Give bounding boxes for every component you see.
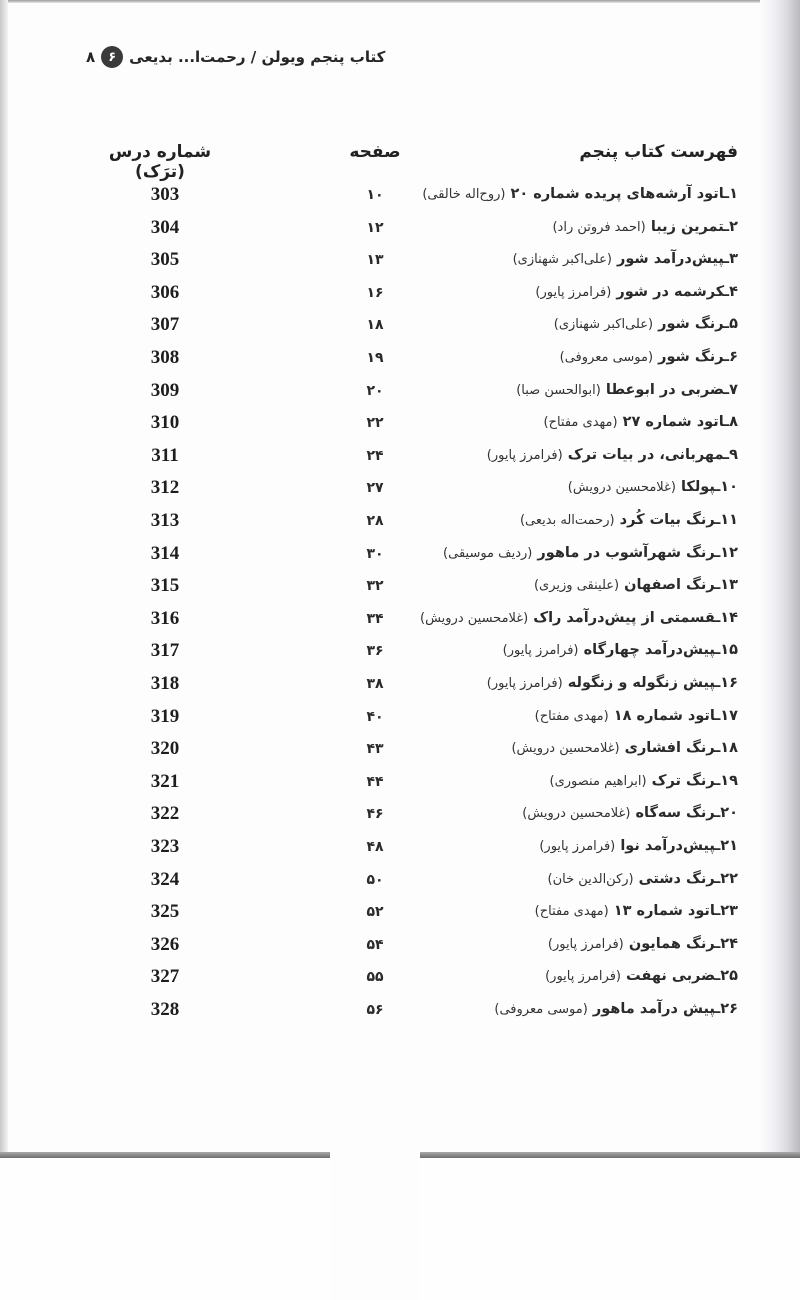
entry-composer: (علی‌اکبر شهنازی) [512,252,612,268]
entry-lesson-track: 314 [150,542,180,564]
entry-name: ۲۲ـرنگ دشتی [638,870,738,887]
entry-lesson-track: 319 [150,705,180,727]
toc-heading: فهرست کتاب پنجم [579,142,738,162]
entry-composer: (فرامرز پایور) [502,643,579,659]
entry-page: ۳۶ [366,643,384,660]
entry-page: ۵۶ [366,1002,384,1018]
entry-name: ۷ـضربی در ابوعطا [605,381,738,398]
entry-composer: (موسی معروفی) [494,1002,588,1017]
entry-page: ۴۳ [366,741,384,758]
toc-row [0,310,800,343]
entry-lesson-track: 327 [150,966,180,988]
entry-composer: (ابوالحسن صبا) [516,382,601,398]
entry-name: ۲۱ـپیش‌درآمد نوا [620,838,738,854]
entry-title [443,545,738,561]
entry-name: ۱۶ـپیش زنگوله و زنگوله [567,675,738,691]
entry-lesson-track: 307 [150,314,180,336]
entry-title [516,382,738,398]
entry-title [550,773,738,789]
entry-title [544,414,739,430]
toc-row [0,408,800,441]
entry-page: ۱۰ [366,187,384,203]
entry-lesson-track: 312 [150,477,180,499]
entry-title [548,871,738,887]
entry-name: ۲۳ـاتود شماره ۱۳ [613,903,738,920]
entry-lesson-track: 318 [150,673,180,694]
entry-name: ۲۶ـپیش درآمد ماهور [592,1001,738,1017]
entry-title [422,186,738,202]
toc-row [0,865,800,898]
entry-page: ۵۰ [366,871,384,888]
entry-name: ۸ـاتود شماره ۲۷ [622,414,738,431]
entry-name: ۶ـرنگ شور [658,349,738,365]
entry-title [560,349,738,365]
entry-lesson-track: 321 [150,770,180,792]
entry-lesson-track: 306 [150,281,180,303]
entry-number: ۴ـ [724,283,738,300]
chapter-badge-icon: ۶ [101,46,123,68]
entry-page: ۲۲ [366,415,384,432]
entry-title [487,447,738,463]
entry-number: ۱۲ـ [715,544,738,561]
entry-lesson-track: 322 [150,803,180,825]
entry-page: ۲۰ [366,382,384,399]
entry-number: ۱۹ـ [715,772,738,789]
entry-composer: (فرامرز پایور) [535,284,612,300]
entry-page: ۱۶ [366,284,384,301]
entry-number: ۱ـ [724,186,738,202]
entry-number: ۱۱ـ [715,512,738,528]
entry-composer: (مهدی مفتاح) [534,904,609,920]
scan-edge-top [0,0,800,3]
entry-name: ۱۱ـرنگ بیات کُرد [619,512,738,528]
entry-number: ۱۷ـ [715,707,738,724]
entry-lesson-track: 320 [150,738,180,760]
entry-lesson-track: 326 [150,933,180,955]
entry-lesson-track: 313 [150,510,180,531]
entry-lesson-track: 317 [150,640,180,662]
entry-name: ۱۷ـاتود شماره ۱۸ [613,707,738,724]
entry-composer: (فرامرز پایور) [486,676,563,691]
toc-row [0,213,800,246]
entry-composer: (روح‌اله خالقی) [422,187,506,202]
entry-number: ۱۵ـ [715,642,738,659]
entry-name: ۱۸ـرنگ افشاری [624,740,738,757]
toc-row [0,278,800,311]
toc-row [0,245,800,278]
entry-page: ۲۸ [366,513,384,529]
toc-row [0,897,800,930]
entry-number: ۱۶ـ [715,675,738,691]
toc-row [0,539,800,572]
entry-page: ۱۸ [366,317,384,334]
toc-row [0,767,800,800]
toc-row [0,180,800,213]
entry-page: ۴۴ [366,773,384,790]
toc-row [0,799,800,832]
entry-page: ۵۴ [366,936,384,953]
entry-name: ۱۲ـرنگ شهرآشوب در ماهور [537,544,738,561]
entry-number: ۲۰ـ [715,805,738,822]
book-title: کتاب پنجم ویولن / رحمت‌ا... بدیعی [129,48,386,66]
entry-number: ۱۳ـ [715,577,738,594]
entry-composer: (رحمت‌اله بدیعی) [519,513,615,528]
entry-composer: (علی‌اکبر شهنازی) [553,317,654,333]
entry-title [552,219,738,235]
lesson-column-header: شماره درس (ترَک) [108,142,212,182]
entry-name: ۲۰ـرنگ سه‌گاه [635,805,738,822]
entry-composer: (غلامحسین درویش) [420,610,529,626]
entry-name: ۱۳ـرنگ اصفهان [624,577,738,594]
entry-number: ۱۰ـ [715,479,738,496]
entry-name: ۲۴ـرنگ همایون [628,935,738,952]
entry-page: ۳۴ [366,610,384,627]
entry-page: ۲۴ [366,447,384,464]
entry-lesson-track: 315 [150,575,180,597]
entry-title [535,284,738,300]
toc-row [0,473,800,506]
entry-composer: (مهدی مفتاح) [534,708,609,724]
entry-name: ۹ـمهربانی، در بیات ترک [567,446,738,463]
entry-lesson-track: 309 [150,379,180,401]
entry-title [487,675,738,691]
page-number: ۸ [86,48,96,66]
entry-title [545,968,738,984]
entry-composer: (ردیف موسیقی) [443,545,533,561]
entry-composer: (فرامرز پایور) [486,447,563,463]
toc-row [0,832,800,865]
entry-title [522,805,738,821]
entry-name: ۵ـرنگ شور [658,316,738,333]
entry-composer: (غلامحسین درویش) [567,480,676,496]
entry-lesson-track: 308 [150,347,180,368]
entry-page: ۱۲ [366,219,384,236]
entry-title [503,642,738,658]
entry-title [568,479,738,495]
entry-title [539,838,738,854]
entry-name: ۱۰ـپولکا [680,479,738,496]
entry-composer: (غلامحسین درویش) [522,806,631,822]
toc-row [0,995,800,1028]
entry-composer: (موسی معروفی) [559,350,654,365]
entry-lesson-track: 324 [150,868,180,890]
entry-name: ۲۵ـضربی نهفت [626,968,738,985]
entry-number: ۲۶ـ [715,1001,738,1017]
entry-number: ۹ـ [724,446,738,463]
entry-page: ۱۹ [366,350,384,366]
entry-title [420,610,738,626]
toc-row [0,506,800,539]
entry-number: ۲۳ـ [715,903,738,920]
entry-lesson-track: 325 [150,901,180,923]
entry-page: ۳۰ [366,545,384,562]
entry-number: ۲۲ـ [715,870,738,887]
entry-page: ۴۶ [366,806,384,823]
entry-composer: (احمد فروتن راد) [552,219,646,235]
entry-composer: (ابراهیم منصوری) [549,773,647,789]
entry-number: ۱۸ـ [715,740,738,757]
entry-page: ۳۸ [366,676,384,692]
entry-title [494,1001,738,1017]
toc-row [0,571,800,604]
entry-number: ۷ـ [724,381,738,398]
entry-name: ۱ـاتود آرشه‌های پریده شماره ۲۰ [510,186,738,202]
entry-number: ۲ـ [724,218,738,235]
entry-composer: (فرامرز پایور) [545,969,621,985]
entry-lesson-track: 311 [151,444,179,466]
toc-row [0,441,800,474]
entry-page: ۱۳ [366,252,384,269]
entry-number: ۵ـ [724,316,738,333]
entry-name: ۱۴ـقسمتی از پیش‌درآمد راک [533,609,738,626]
entry-page: ۵۵ [366,969,384,986]
entry-lesson-track: 305 [150,249,180,271]
entry-number: ۲۴ـ [715,935,738,952]
entry-page: ۵۲ [366,904,384,921]
entry-title [513,251,738,267]
toc-row [0,702,800,735]
entry-lesson-track: 303 [150,184,180,205]
entry-number: ۲۵ـ [715,968,738,985]
entry-lesson-track: 310 [150,412,180,434]
entry-title [520,512,738,528]
entry-composer: (فرامرز پایور) [547,936,624,952]
entry-number: ۲۱ـ [715,838,738,854]
entry-page: ۳۲ [366,578,384,595]
entry-title [511,740,738,756]
running-header [86,42,385,72]
entry-page: ۲۷ [366,480,384,497]
entry-composer: (مهدی مفتاح) [543,415,618,431]
page-column-header: صفحه [330,142,420,1300]
toc-row [0,962,800,995]
entry-name: ۴ـکرشمه در شور [616,283,738,300]
entry-number: ۱۴ـ [715,609,738,626]
toc-row [0,343,800,376]
toc-row [0,669,800,702]
entry-lesson-track: 323 [150,836,180,857]
entry-title [554,316,738,332]
entry-lesson-track: 328 [150,999,180,1020]
entry-name: ۲ـتمرین زیبا [650,218,738,235]
toc-row [0,376,800,409]
entry-page: ۴۸ [366,839,384,855]
entry-number: ۸ـ [724,414,738,431]
entry-page: ۴۰ [366,708,384,725]
entry-title [535,708,738,724]
toc-row [0,930,800,963]
entry-number: ۳ـ [724,251,738,268]
entry-name: ۱۹ـرنگ ترک [651,772,738,789]
toc-row [0,734,800,767]
entry-composer: (رکن‌الدین خان) [547,871,634,887]
entry-number: ۶ـ [724,349,738,365]
entry-composer: (فرامرز پایور) [539,839,616,854]
entry-title [548,936,738,952]
entry-lesson-track: 304 [150,216,180,238]
entry-title [535,903,738,919]
entry-name: ۱۵ـپیش‌درآمد چهارگاه [583,642,738,659]
toc-row [0,604,800,637]
entry-title [534,577,738,593]
toc-row [0,636,800,669]
entry-composer: (علینقی وزیری) [533,578,620,594]
entry-name: ۳ـپیش‌درآمد شور [616,251,738,268]
entry-lesson-track: 316 [150,607,180,629]
entry-composer: (غلامحسین درویش) [511,741,620,757]
